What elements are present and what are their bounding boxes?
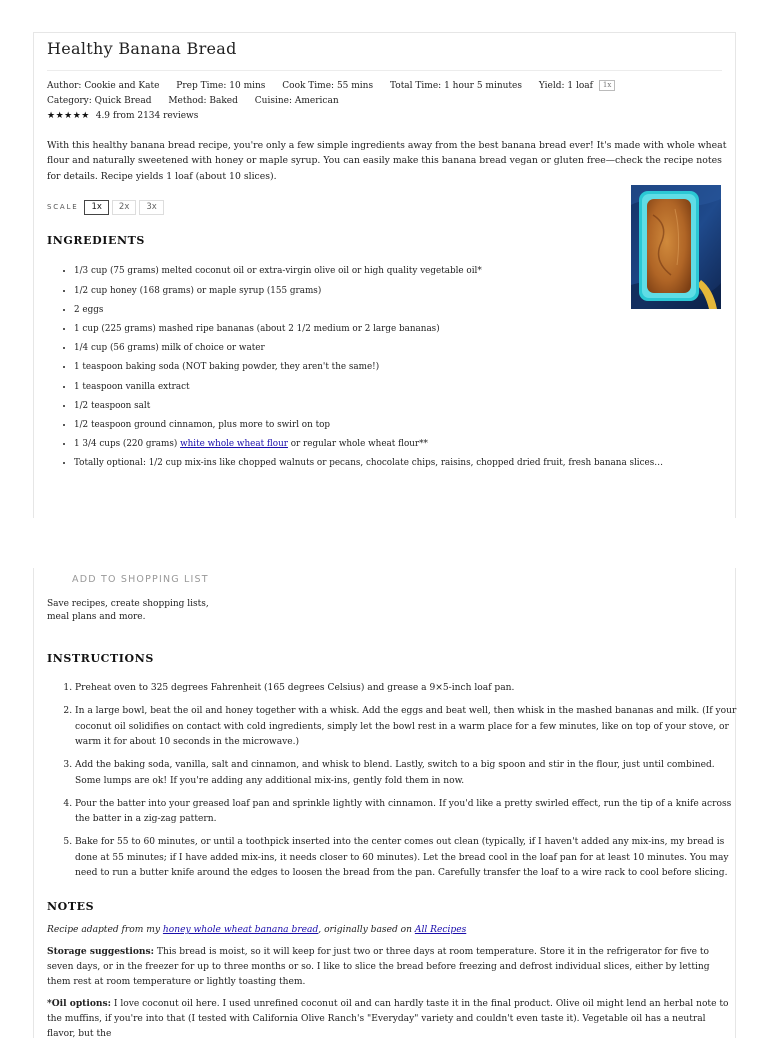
- ingredient-item-optional: • Totally optional: 1/2 cup mix-ins like chopped walnuts or pecans, chocolate chips, raisins, chopped dried fruit, fresh banana slices…: [74, 454, 722, 473]
- save-recipes-text: [47, 598, 722, 623]
- ingredient-item: • 1/2 teaspoon salt: [74, 397, 722, 416]
- all-recipes-link[interactable]: All Recipes: [414, 925, 467, 936]
- recipe-prep-time: [176, 81, 268, 91]
- note-storage: [47, 944, 735, 991]
- category-value: Quick Bread: [94, 95, 152, 106]
- recipe-method: [168, 96, 240, 106]
- author-label: Author:: [47, 80, 82, 91]
- yield-label: Yield:: [538, 80, 565, 91]
- recipe-notes: [47, 923, 735, 1042]
- ingredient-item: • 1/4 cup (56 grams) milk of choice or water: [74, 339, 722, 358]
- recipe-meta-secondary: [47, 94, 722, 109]
- instruction-step: 3. Add the baking soda, vanilla, salt and cinnamon, and whisk to blend. Lastly, switch to a big spoon and stir in the flour, just until combined. Some lumps are ok! If you're adding any additional mix-ins, gently fold them in now.: [75, 758, 737, 789]
- ingredient-item: • 2 eggs: [74, 301, 722, 320]
- method-label: Method:: [168, 95, 207, 106]
- yield-value: 1 loaf: [567, 80, 593, 91]
- add-to-shopping-list-button[interactable]: ADD TO SHOPPING LIST: [72, 574, 209, 585]
- instructions-heading: INSTRUCTIONS: [47, 652, 154, 665]
- yield-scale-badge[interactable]: 1x: [599, 80, 615, 91]
- storage-label: Storage suggestions:: [47, 945, 154, 957]
- instructions-list: [47, 681, 737, 881]
- category-label: Category:: [47, 95, 92, 106]
- scale-selector: [47, 200, 722, 215]
- method-value: Baked: [209, 95, 238, 106]
- scale-2x-button[interactable]: 2x: [112, 200, 136, 215]
- save-text-line2: meal plans and more.: [47, 611, 146, 622]
- adapted-middle: , originally based on: [318, 925, 415, 936]
- ingredient-item: • 1 teaspoon baking soda (NOT baking powder, they aren't the same!): [74, 358, 722, 377]
- ingredient-item-flour: [74, 435, 722, 454]
- recipe-cuisine: [255, 96, 339, 106]
- recipe-meta-primary: [47, 79, 722, 94]
- recipe-yield: [539, 81, 615, 91]
- instruction-step: 1. Preheat oven to 325 degrees Fahrenheit (165 degrees Celsius) and grease a 9×5-inch loaf pan.: [75, 681, 737, 696]
- notes-heading: NOTES: [47, 900, 95, 914]
- prep-value: 10 mins: [229, 80, 266, 91]
- cuisine-value: American: [294, 95, 339, 106]
- ingredient-item: • 1/2 teaspoon ground cinnamon, plus more to swirl on top: [74, 416, 722, 435]
- ingredients-list: [47, 262, 722, 473]
- total-label: Total Time:: [389, 80, 442, 91]
- recipe-card-top: [33, 32, 736, 518]
- adapted-prefix: Recipe adapted from my: [47, 925, 163, 936]
- total-value: 1 hour 5 minutes: [444, 80, 522, 91]
- recipe-title: Healthy Banana Bread: [47, 37, 722, 71]
- ingredient-item: • 1/2 cup honey (168 grams) or maple syrup (155 grams): [74, 282, 722, 301]
- oil-label: *Oil options:: [47, 997, 111, 1009]
- save-text-line1: Save recipes, create shopping lists,: [47, 599, 209, 609]
- scale-3x-button[interactable]: 3x: [139, 200, 163, 215]
- flour-suffix: or regular whole wheat flour**: [287, 439, 428, 450]
- instruction-step: 2. In a large bowl, beat the oil and honey together with a whisk. Add the eggs and beat well, then whisk in the mashed bananas and milk. (If your coconut oil solidifies on contact with cold ingredients, simply let the bowl rest in a warm place for a few minutes, like on top of your stove, or warm it for about 10 seconds in the microwave.): [75, 704, 737, 750]
- flour-prefix: 1 3/4 cups (220 grams): [74, 439, 181, 450]
- ingredient-item: • 1/3 cup (75 grams) melted coconut oil or extra-virgin olive oil or high quality vegetable oil*: [74, 262, 722, 281]
- storage-text: This bread is moist, so it will keep for just two or three days at room temperature. Store it in the refrigerator for five to seven days, or in the freezer for up to three months or so. I like to slice the bread before freezing and defrost individual slices, either by letting them rest at room temperature or lightly toasting them.: [47, 946, 710, 988]
- recipe-category: [47, 96, 154, 106]
- recipe-author: [47, 81, 162, 91]
- note-adapted: [47, 923, 735, 938]
- prep-label: Prep Time:: [176, 80, 227, 91]
- recipe-cook-time: [282, 81, 376, 91]
- oil-text: I love coconut oil here. I used unrefined coconut oil and can hardly taste it in the final product. Olive oil might lend an herbal note to the muffins, if you're into that (I tested with California Olive Ranch's "Everyday" variety and couldn't even taste it). Vegetable oil has a neutral flavor, but the: [47, 998, 729, 1040]
- cook-label: Cook Time:: [282, 80, 335, 91]
- instruction-step: 5. Bake for 55 to 60 minutes, or until a toothpick inserted into the center comes out clean (typically, if I haven't added any mix-ins, my bread is done at 55 minutes; if I have added mix-ins, it needs closer to 60 minutes). Let the bread cool in the loaf pan for at least 10 minutes. You may need to run a butter knife around the edges to loosen the bread from the pan. Carefully transfer the loaf to a wire rack to cool before slicing.: [75, 835, 737, 881]
- recipe-rating[interactable]: [47, 109, 722, 124]
- recipe-total-time: [390, 81, 525, 91]
- scale-label: SCALE: [47, 203, 79, 212]
- ingredients-heading: INGREDIENTS: [47, 234, 145, 248]
- honey-banana-bread-link[interactable]: honey whole wheat banana bread: [162, 925, 319, 936]
- recipe-summary: With this healthy banana bread recipe, you're only a few simple ingredients away from the best banana bread ever! It's made with whole wheat flour and naturally sweetened with honey or maple syrup. You can easily make this banana bread vegan or gluten free—check the recipe notes for details. Recipe yields 1 loaf (about 10 slices).: [47, 139, 727, 182]
- star-rating-icon[interactable]: ★★★★★: [47, 110, 90, 121]
- recipe-card-bottom: [33, 568, 736, 1038]
- rating-text: 4.9 from 2134 reviews: [95, 110, 199, 121]
- scale-1x-button[interactable]: 1x: [84, 200, 108, 215]
- ingredient-item: • 1 teaspoon vanilla extract: [74, 378, 722, 397]
- author-value: Cookie and Kate: [84, 80, 160, 91]
- instruction-step: 4. Pour the batter into your greased loaf pan and sprinkle lightly with cinnamon. If you'd like a pretty swirled effect, run the tip of a knife across the batter in a zig-zag pattern.: [75, 797, 737, 828]
- cook-value: 55 mins: [336, 80, 374, 91]
- ingredient-item: • 1 cup (225 grams) mashed ripe bananas (about 2 1/2 medium or 2 large bananas): [74, 320, 722, 339]
- banana-bread-photo: [631, 185, 721, 309]
- note-oil: [47, 996, 735, 1042]
- cuisine-label: Cuisine:: [254, 95, 292, 106]
- white-whole-wheat-flour-link[interactable]: white whole wheat flour: [180, 439, 288, 450]
